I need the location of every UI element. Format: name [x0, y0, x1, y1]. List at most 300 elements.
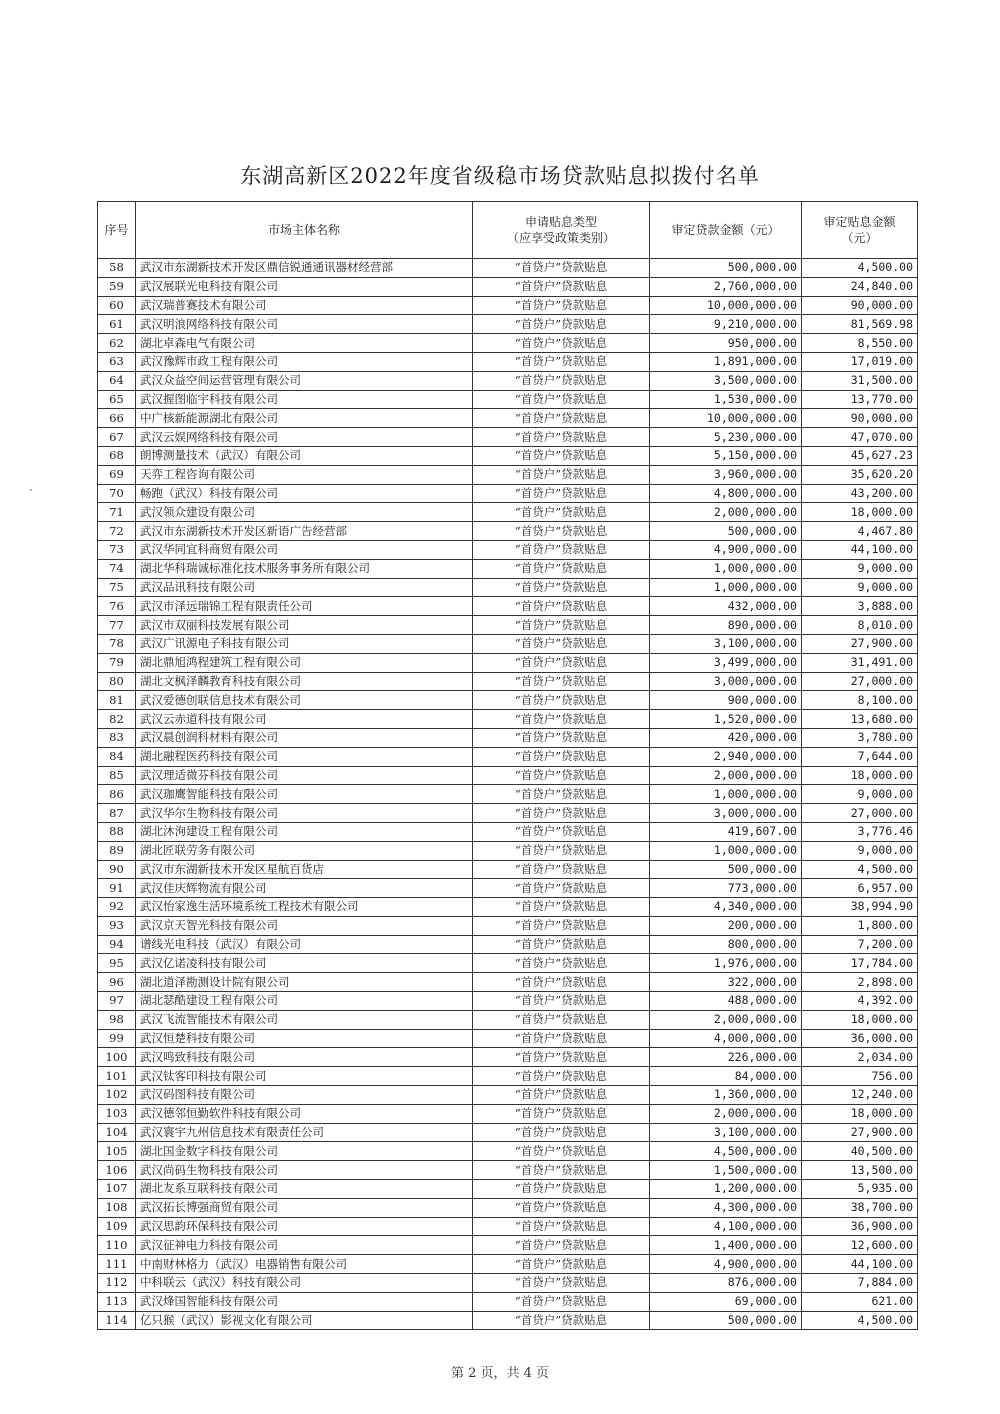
subsidy-type: “首贷户”贷款贴息 [473, 1010, 650, 1029]
company-name: 武汉飞流智能技术有限公司 [136, 1010, 473, 1029]
row-number: 91 [98, 879, 136, 898]
subsidy-type: “首贷户”贷款贴息 [473, 785, 650, 804]
company-name: 中科联云（武汉）科技有限公司 [136, 1274, 473, 1293]
subsidy-amount: 12,240.00 [802, 1086, 918, 1105]
row-number: 84 [98, 747, 136, 766]
subsidy-amount: 90,000.00 [802, 296, 918, 315]
subsidy-type: “首贷户”贷款贴息 [473, 691, 650, 710]
company-name: 武汉展联光电科技有限公司 [136, 277, 473, 296]
table-row [98, 259, 918, 278]
company-name: 武汉恒楚科技有限公司 [136, 1029, 473, 1048]
subsidy-type: “首贷户”贷款贴息 [473, 822, 650, 841]
subsidy-type: “首贷户”贷款贴息 [473, 484, 650, 503]
row-number: 92 [98, 898, 136, 917]
subsidy-type: “首贷户”贷款贴息 [473, 1104, 650, 1123]
table-row [98, 559, 918, 578]
table-row [98, 898, 918, 917]
loan-amount: 1,000,000.00 [650, 841, 802, 860]
subsidy-type: “首贷户”贷款贴息 [473, 879, 650, 898]
loan-amount: 4,340,000.00 [650, 898, 802, 917]
subsidy-amount: 4,500.00 [802, 259, 918, 278]
subsidy-amount: 4,392.00 [802, 992, 918, 1011]
company-name: 湖北友系互联科技有限公司 [136, 1180, 473, 1199]
row-number: 88 [98, 822, 136, 841]
subsidy-amount: 38,700.00 [802, 1198, 918, 1217]
subsidy-type: “首贷户”贷款贴息 [473, 1048, 650, 1067]
subsidy-amount: 27,900.00 [802, 634, 918, 653]
loan-amount: 3,000,000.00 [650, 804, 802, 823]
subsidy-type: “首贷户”贷款贴息 [473, 540, 650, 559]
subsidy-type: “首贷户”贷款贴息 [473, 973, 650, 992]
row-number: 109 [98, 1217, 136, 1236]
company-name: 武汉市东湖新技术开发区鼎信锐通通讯器材经营部 [136, 259, 473, 278]
row-number: 75 [98, 578, 136, 597]
table-row [98, 728, 918, 747]
subsidy-type: “首贷户”贷款贴息 [473, 1161, 650, 1180]
subsidy-type: “首贷户”贷款贴息 [473, 1255, 650, 1274]
subsidy-amount: 9,000.00 [802, 841, 918, 860]
row-number: 100 [98, 1048, 136, 1067]
company-name: 武汉爱德创联信息技术有限公司 [136, 691, 473, 710]
company-name: 武汉佳庆辉物流有限公司 [136, 879, 473, 898]
loan-amount: 1,530,000.00 [650, 390, 802, 409]
company-name: 湖北华科瑞诚标准化技术服务事务所有限公司 [136, 559, 473, 578]
subsidy-type: “首贷户”贷款贴息 [473, 352, 650, 371]
table-row [98, 484, 918, 503]
company-name: 武汉鸣致科技有限公司 [136, 1048, 473, 1067]
company-name: 武汉晨创润科材料有限公司 [136, 728, 473, 747]
subsidy-amount: 35,620.20 [802, 465, 918, 484]
loan-amount: 2,760,000.00 [650, 277, 802, 296]
row-number: 62 [98, 334, 136, 353]
row-number: 103 [98, 1104, 136, 1123]
table-row [98, 315, 918, 334]
subsidy-amount: 24,840.00 [802, 277, 918, 296]
subsidy-amount: 43,200.00 [802, 484, 918, 503]
subsidy-type: “首贷户”贷款贴息 [473, 503, 650, 522]
subsidy-amount: 18,000.00 [802, 1104, 918, 1123]
table-row [98, 1142, 918, 1161]
subsidy-type: “首贷户”贷款贴息 [473, 747, 650, 766]
loan-amount: 1,000,000.00 [650, 578, 802, 597]
loan-amount: 500,000.00 [650, 860, 802, 879]
subsidy-amount: 45,627.23 [802, 446, 918, 465]
table-row [98, 710, 918, 729]
loan-amount: 3,000,000.00 [650, 672, 802, 691]
subsidy-amount: 44,100.00 [802, 1255, 918, 1274]
subsidy-type: “首贷户”贷款贴息 [473, 841, 650, 860]
subsidy-type: “首贷户”贷款贴息 [473, 1123, 650, 1142]
loan-amount: 4,100,000.00 [650, 1217, 802, 1236]
table-row [98, 296, 918, 315]
table-row [98, 616, 918, 635]
company-name: 武汉云赤道科技有限公司 [136, 710, 473, 729]
company-name: 武汉市东湖新技术开发区星航百货店 [136, 860, 473, 879]
table-row [98, 1010, 918, 1029]
loan-amount: 10,000,000.00 [650, 296, 802, 315]
row-number: 89 [98, 841, 136, 860]
table-row [98, 1311, 918, 1330]
table-row [98, 1029, 918, 1048]
subsidy-type: “首贷户”贷款贴息 [473, 390, 650, 409]
company-name: 武汉瑞普赛技术有限公司 [136, 296, 473, 315]
subsidy-amount: 44,100.00 [802, 540, 918, 559]
row-number: 60 [98, 296, 136, 315]
row-number: 58 [98, 259, 136, 278]
row-number: 93 [98, 916, 136, 935]
company-name: 武汉亿诺凌科技有限公司 [136, 954, 473, 973]
row-number: 106 [98, 1161, 136, 1180]
row-number: 81 [98, 691, 136, 710]
company-name: 中广核新能源湖北有限公司 [136, 409, 473, 428]
row-number: 110 [98, 1236, 136, 1255]
row-number: 78 [98, 634, 136, 653]
loan-amount: 4,000,000.00 [650, 1029, 802, 1048]
company-name: 湖北匠联劳务有限公司 [136, 841, 473, 860]
page-footer: 第 2 页，共 4 页 [450, 1366, 550, 1381]
row-number: 82 [98, 710, 136, 729]
row-number: 112 [98, 1274, 136, 1293]
loan-amount: 3,960,000.00 [650, 465, 802, 484]
loan-amount: 1,360,000.00 [650, 1086, 802, 1105]
loan-amount: 2,000,000.00 [650, 1010, 802, 1029]
table-row [98, 1217, 918, 1236]
subsidy-type: “首贷户”贷款贴息 [473, 634, 650, 653]
table-row [98, 371, 918, 390]
loan-amount: 322,000.00 [650, 973, 802, 992]
loan-amount: 1,520,000.00 [650, 710, 802, 729]
loan-amount: 876,000.00 [650, 1274, 802, 1293]
row-number: 59 [98, 277, 136, 296]
subsidy-amount: 18,000.00 [802, 1010, 918, 1029]
subsidy-amount: 18,000.00 [802, 766, 918, 785]
company-name: 湖北沐洵建设工程有限公司 [136, 822, 473, 841]
company-name: 武汉码图科技有限公司 [136, 1086, 473, 1105]
loan-amount: 2,000,000.00 [650, 503, 802, 522]
company-name: 天弈工程咨询有限公司 [136, 465, 473, 484]
row-number: 113 [98, 1292, 136, 1311]
company-name: 武汉征神电力科技有限公司 [136, 1236, 473, 1255]
row-number: 114 [98, 1311, 136, 1330]
table-row [98, 1123, 918, 1142]
subsidy-amount: 9,000.00 [802, 785, 918, 804]
row-number: 98 [98, 1010, 136, 1029]
subsidy-amount: 5,935.00 [802, 1180, 918, 1199]
company-name: 谱线光电科技（武汉）有限公司 [136, 935, 473, 954]
loan-amount: 488,000.00 [650, 992, 802, 1011]
row-number: 107 [98, 1180, 136, 1199]
loan-amount: 419,607.00 [650, 822, 802, 841]
loan-amount: 420,000.00 [650, 728, 802, 747]
subsidy-type: “首贷户”贷款贴息 [473, 428, 650, 447]
table-row [98, 1048, 918, 1067]
company-name: 武汉云娱网络科技有限公司 [136, 428, 473, 447]
row-number: 111 [98, 1255, 136, 1274]
loan-amount: 1,000,000.00 [650, 559, 802, 578]
company-name: 湖北国金数字科技有限公司 [136, 1142, 473, 1161]
company-name: 武汉市泽远瑞锦工程有限责任公司 [136, 597, 473, 616]
subsidy-amount: 3,888.00 [802, 597, 918, 616]
company-name: 武汉握图临宇科技有限公司 [136, 390, 473, 409]
header-subsidy [802, 202, 918, 259]
subsidy-amount: 9,000.00 [802, 559, 918, 578]
loan-amount: 500,000.00 [650, 522, 802, 541]
subsidy-type: “首贷户”贷款贴息 [473, 954, 650, 973]
subsidy-amount: 47,070.00 [802, 428, 918, 447]
row-number: 108 [98, 1198, 136, 1217]
subsidy-amount: 27,900.00 [802, 1123, 918, 1142]
loan-amount: 890,000.00 [650, 616, 802, 635]
subsidy-type: “首贷户”贷款贴息 [473, 559, 650, 578]
subsidy-type: “首贷户”贷款贴息 [473, 277, 650, 296]
subsidy-type: “首贷户”贷款贴息 [473, 898, 650, 917]
loan-amount: 500,000.00 [650, 1311, 802, 1330]
loan-amount: 200,000.00 [650, 916, 802, 935]
subsidy-type: “首贷户”贷款贴息 [473, 409, 650, 428]
company-name: 武汉广讯源电子科技有限公司 [136, 634, 473, 653]
loan-amount: 800,000.00 [650, 935, 802, 954]
row-number: 76 [98, 597, 136, 616]
company-name: 武汉市东湖新技术开发区新语广告经营部 [136, 522, 473, 541]
loan-amount: 84,000.00 [650, 1067, 802, 1086]
subsidy-amount: 7,200.00 [802, 935, 918, 954]
subsidy-amount: 17,784.00 [802, 954, 918, 973]
subsidy-amount: 8,010.00 [802, 616, 918, 635]
loan-amount: 1,500,000.00 [650, 1161, 802, 1180]
subsidy-amount: 8,100.00 [802, 691, 918, 710]
subsidy-type: “首贷户”贷款贴息 [473, 1180, 650, 1199]
header-name: 市场主体名称 [136, 202, 473, 259]
subsidy-type: “首贷户”贷款贴息 [473, 1198, 650, 1217]
loan-amount: 2,940,000.00 [650, 747, 802, 766]
loan-amount: 4,900,000.00 [650, 540, 802, 559]
loan-amount: 4,500,000.00 [650, 1142, 802, 1161]
loan-amount: 4,300,000.00 [650, 1198, 802, 1217]
loan-amount: 3,100,000.00 [650, 1123, 802, 1142]
row-number: 73 [98, 540, 136, 559]
loan-amount: 1,000,000.00 [650, 785, 802, 804]
company-name: 武汉市双丽科技发展有限公司 [136, 616, 473, 635]
loan-amount: 1,891,000.00 [650, 352, 802, 371]
table-row [98, 935, 918, 954]
table-row [98, 973, 918, 992]
subsidy-amount: 3,776.46 [802, 822, 918, 841]
row-number: 101 [98, 1067, 136, 1086]
loan-amount: 69,000.00 [650, 1292, 802, 1311]
table-row [98, 428, 918, 447]
loan-amount: 4,800,000.00 [650, 484, 802, 503]
row-number: 70 [98, 484, 136, 503]
company-name: 武汉品讯科技有限公司 [136, 578, 473, 597]
subsidy-amount: 4,500.00 [802, 860, 918, 879]
row-number: 69 [98, 465, 136, 484]
company-name: 湖北道泽勘测设计院有限公司 [136, 973, 473, 992]
subsidy-amount: 8,550.00 [802, 334, 918, 353]
row-number: 63 [98, 352, 136, 371]
table-row [98, 1274, 918, 1293]
table-row [98, 578, 918, 597]
table-row [98, 841, 918, 860]
subsidy-type: “首贷户”贷款贴息 [473, 804, 650, 823]
company-name: 湖北卓森电气有限公司 [136, 334, 473, 353]
subsidy-amount: 7,644.00 [802, 747, 918, 766]
subsidy-amount: 6,957.00 [802, 879, 918, 898]
company-name: 武汉怡家逸生活环境系统工程技术有限公司 [136, 898, 473, 917]
subsidy-amount: 13,500.00 [802, 1161, 918, 1180]
table-row [98, 954, 918, 973]
subsidy-type: “首贷户”贷款贴息 [473, 446, 650, 465]
subsidy-type: “首贷户”贷款贴息 [473, 1217, 650, 1236]
company-name: 武汉烽国智能科技有限公司 [136, 1292, 473, 1311]
row-number: 61 [98, 315, 136, 334]
header-no: 序号 [98, 202, 136, 259]
table-row [98, 1067, 918, 1086]
table-row [98, 597, 918, 616]
loan-amount: 3,499,000.00 [650, 653, 802, 672]
company-name: 亿只猴（武汉）影视文化有限公司 [136, 1311, 473, 1330]
subsidy-type: “首贷户”贷款贴息 [473, 653, 650, 672]
row-number: 65 [98, 390, 136, 409]
row-number: 102 [98, 1086, 136, 1105]
row-number: 74 [98, 559, 136, 578]
subsidy-amount: 90,000.00 [802, 409, 918, 428]
subsidy-type: “首贷户”贷款贴息 [473, 1142, 650, 1161]
loan-amount: 773,000.00 [650, 879, 802, 898]
subsidy-type: “首贷户”贷款贴息 [473, 616, 650, 635]
loan-amount: 432,000.00 [650, 597, 802, 616]
company-name: 武汉理适微芬科技有限公司 [136, 766, 473, 785]
subsidy-amount: 2,034.00 [802, 1048, 918, 1067]
header-subsidy-line2: （元） [841, 231, 878, 245]
table-row [98, 653, 918, 672]
company-name: 湖北融程医药科技有限公司 [136, 747, 473, 766]
company-name: 武汉京天智光科技有限公司 [136, 916, 473, 935]
table-row [98, 503, 918, 522]
loan-amount: 2,000,000.00 [650, 766, 802, 785]
subsidy-amount: 756.00 [802, 1067, 918, 1086]
table-row [98, 766, 918, 785]
company-name: 湖北瑟酷建设工程有限公司 [136, 992, 473, 1011]
table-row [98, 785, 918, 804]
table-body [98, 259, 918, 1330]
subsidy-amount: 27,000.00 [802, 672, 918, 691]
company-name: 武汉尚码生物科技有限公司 [136, 1161, 473, 1180]
loan-amount: 1,200,000.00 [650, 1180, 802, 1199]
loan-amount: 1,400,000.00 [650, 1236, 802, 1255]
company-name: 武汉拓长博强商贸有限公司 [136, 1198, 473, 1217]
loan-amount: 3,500,000.00 [650, 371, 802, 390]
row-number: 68 [98, 446, 136, 465]
subsidy-amount: 9,000.00 [802, 578, 918, 597]
row-number: 72 [98, 522, 136, 541]
row-number: 64 [98, 371, 136, 390]
subsidy-type: “首贷户”贷款贴息 [473, 992, 650, 1011]
subsidy-type: “首贷户”贷款贴息 [473, 728, 650, 747]
table-row [98, 1292, 918, 1311]
table-row [98, 522, 918, 541]
subsidy-amount: 13,770.00 [802, 390, 918, 409]
subsidy-type: “首贷户”贷款贴息 [473, 259, 650, 278]
table-header-row [98, 202, 918, 259]
table-row [98, 747, 918, 766]
table-row [98, 352, 918, 371]
loan-amount: 226,000.00 [650, 1048, 802, 1067]
row-number: 87 [98, 804, 136, 823]
company-name: 武汉众益空间运营管理有限公司 [136, 371, 473, 390]
subsidy-amount: 17,019.00 [802, 352, 918, 371]
table-row [98, 804, 918, 823]
subsidy-amount: 4,500.00 [802, 1311, 918, 1330]
table-row [98, 334, 918, 353]
row-number: 80 [98, 672, 136, 691]
table-row [98, 1086, 918, 1105]
row-number: 97 [98, 992, 136, 1011]
subsidy-amount: 36,000.00 [802, 1029, 918, 1048]
row-number: 86 [98, 785, 136, 804]
subsidy-type: “首贷户”贷款贴息 [473, 935, 650, 954]
company-name: 武汉明浪网络科技有限公司 [136, 315, 473, 334]
subsidy-type: “首贷户”贷款贴息 [473, 1311, 650, 1330]
subsidy-amount: 38,994.90 [802, 898, 918, 917]
table-row [98, 822, 918, 841]
row-number: 99 [98, 1029, 136, 1048]
row-number: 85 [98, 766, 136, 785]
loan-amount: 9,210,000.00 [650, 315, 802, 334]
table-row [98, 916, 918, 935]
loan-amount: 900,000.00 [650, 691, 802, 710]
subsidy-amount: 13,680.00 [802, 710, 918, 729]
table-row [98, 1104, 918, 1123]
subsidy-table [97, 201, 918, 1330]
table-row [98, 277, 918, 296]
company-name: 湖北文枫泽麟教育科技有限公司 [136, 672, 473, 691]
row-number: 94 [98, 935, 136, 954]
loan-amount: 3,100,000.00 [650, 634, 802, 653]
subsidy-type: “首贷户”贷款贴息 [473, 1292, 650, 1311]
table-row [98, 1198, 918, 1217]
table-row [98, 879, 918, 898]
subsidy-type: “首贷户”贷款贴息 [473, 1067, 650, 1086]
subsidy-amount: 7,884.00 [802, 1274, 918, 1293]
subsidy-amount: 27,000.00 [802, 804, 918, 823]
table-row [98, 409, 918, 428]
subsidy-type: “首贷户”贷款贴息 [473, 371, 650, 390]
subsidy-amount: 18,000.00 [802, 503, 918, 522]
table-row [98, 1180, 918, 1199]
subsidy-type: “首贷户”贷款贴息 [473, 597, 650, 616]
loan-amount: 5,150,000.00 [650, 446, 802, 465]
subsidy-type: “首贷户”贷款贴息 [473, 916, 650, 935]
table-row [98, 992, 918, 1011]
subsidy-type: “首贷户”贷款贴息 [473, 1086, 650, 1105]
row-number: 66 [98, 409, 136, 428]
subsidy-type: “首贷户”贷款贴息 [473, 578, 650, 597]
subsidy-amount: 621.00 [802, 1292, 918, 1311]
subsidy-type: “首贷户”贷款贴息 [473, 315, 650, 334]
row-number: 95 [98, 954, 136, 973]
subsidy-amount: 2,898.00 [802, 973, 918, 992]
subsidy-type: “首贷户”贷款贴息 [473, 672, 650, 691]
subsidy-amount: 31,500.00 [802, 371, 918, 390]
company-name: 武汉德邻恒勤软件科技有限公司 [136, 1104, 473, 1123]
header-subsidy-line1: 审定贴息金额 [823, 215, 896, 229]
subsidy-amount: 31,491.00 [802, 653, 918, 672]
subsidy-type: “首贷户”贷款贴息 [473, 766, 650, 785]
row-number: 79 [98, 653, 136, 672]
company-name: 中南财林格力（武汉）电器销售有限公司 [136, 1255, 473, 1274]
table-row [98, 672, 918, 691]
table-row [98, 465, 918, 484]
